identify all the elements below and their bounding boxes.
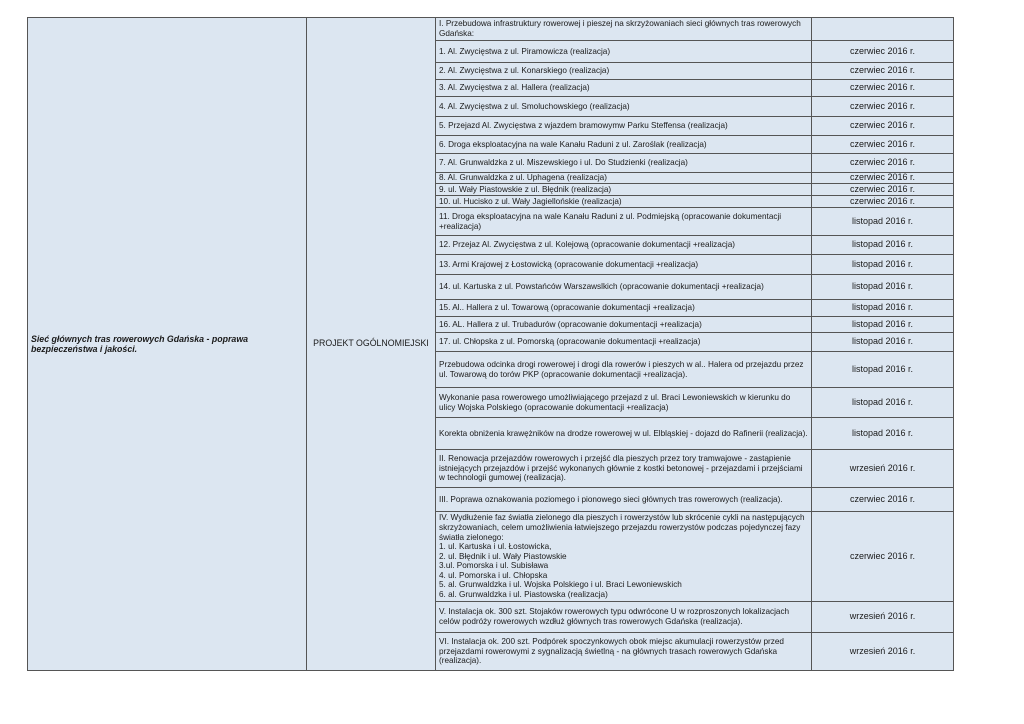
- task-description-cell: IV. Wydłużenie faz światła zielonego dla pieszych i rowerzystów lub skrócenie cykli na następujących skrzyżowaniach, celem umożliwienia łatwiejszego przejazdu rowerzystów podczas pojedynczej fazy światła zielonego: 1. ul. Kartuska i ul. Łostowicka, 2. ul. Błędnik i ul. Wały Piastowskie 3.ul. Pomorska i ul. Subisława 4. ul. Pomorska i ul. Chłopska 5. al. Grunwaldzka i ul. Wojska Polskiego i ul. Braci Lewoniewskich 6. al. Grunwaldzka i ul. Piastowska (realizacja): [436, 512, 812, 602]
- completion-date-cell: czerwiec 2016 r.: [812, 80, 954, 97]
- completion-date-cell: czerwiec 2016 r.: [812, 97, 954, 117]
- task-description-cell: Przebudowa odcinka drogi rowerowej i drogi dla rowerów i pieszych w al.. Halera od przejazdu przez ul. Towarową do torów PKP (opracowanie dokumentacji +realizacja).: [436, 352, 812, 388]
- completion-date-cell: wrzesień 2016 r.: [812, 602, 954, 633]
- completion-date-cell: listopad 2016 r.: [812, 418, 954, 450]
- completion-date-cell: listopad 2016 r.: [812, 333, 954, 352]
- completion-date-cell: listopad 2016 r.: [812, 275, 954, 300]
- completion-date-cell: czerwiec 2016 r.: [812, 117, 954, 136]
- task-description-cell: VI. Instalacja ok. 200 szt. Podpórek spoczynkowych obok miejsc akumulacji rowerzystów przed przejazdami rowerowymi z sygnalizacją świetlną - na głównych trasach rowerowych Gdańska (realizacja).: [436, 633, 812, 671]
- task-description-cell: 1. Al. Zwycięstwa z ul. Piramowicza (realizacja): [436, 41, 812, 63]
- completion-date-cell: listopad 2016 r.: [812, 300, 954, 317]
- task-description-cell: 10. ul. Hucisko z ul. Wały Jagiellońskie (realizacja): [436, 196, 812, 208]
- task-description-cell: 5. Przejazd Al. Zwycięstwa z wjazdem bramowymw Parku Steffensa (realizacja): [436, 117, 812, 136]
- program-name-cell: Sieć głównych tras rowerowych Gdańska - poprawa bezpieczeństwa i jakości.: [28, 18, 307, 671]
- completion-date-cell: listopad 2016 r.: [812, 255, 954, 275]
- completion-date-cell: czerwiec 2016 r.: [812, 136, 954, 154]
- completion-date-cell: czerwiec 2016 r.: [812, 488, 954, 512]
- completion-date-cell: listopad 2016 r.: [812, 352, 954, 388]
- task-description-cell: II. Renowacja przejazdów rowerowych i przejść dla pieszych przez tory tramwajowe - zastąpienie istniejących przejazdów i przejść wykonanych głównie z kostki betonowej - przejazdami i przejściami w technologii gumowej (realizacja).: [436, 450, 812, 488]
- completion-date-cell: [812, 18, 954, 41]
- task-description-cell: Wykonanie pasa rowerowego umożliwiającego przejazd z ul. Braci Lewoniewskich w kierunku do ulicy Wojska Polskiego (opracowanie dokumentacji +realizacja): [436, 388, 812, 418]
- completion-date-cell: czerwiec 2016 r.: [812, 512, 954, 602]
- completion-date-cell: czerwiec 2016 r.: [812, 154, 954, 173]
- task-description-cell: 2. Al. Zwycięstwa z ul. Konarskiego (realizacja): [436, 63, 812, 80]
- completion-date-cell: czerwiec 2016 r.: [812, 184, 954, 196]
- task-description-cell: I. Przebudowa infrastruktury rowerowej i pieszej na skrzyżowaniach sieci głównych tras rowerowych Gdańska:: [436, 18, 812, 41]
- completion-date-cell: wrzesień 2016 r.: [812, 633, 954, 671]
- task-description-cell: V. Instalacja ok. 300 szt. Stojaków rowerowych typu odwrócone U w rozproszonych lokalizacjach celów podróży rowerowych wzdłuż głównych tras rowerowych Gdańska (realizacja).: [436, 602, 812, 633]
- task-description-cell: 11. Droga eksploatacyjna na wale Kanału Raduni z ul. Podmiejską (opracowanie dokumentacji +realizacja): [436, 208, 812, 236]
- task-description-cell: 12. Przejaz Al. Zwycięstwa z ul. Kolejową (opracowanie dokumentacji +realizacja): [436, 236, 812, 255]
- project-type-cell: PROJEKT OGÓLNOMIEJSKI: [307, 18, 436, 671]
- table-body: [28, 18, 954, 671]
- task-description-cell: 17. ul. Chłopska z ul. Pomorską (opracowanie dokumentacji +realizacja): [436, 333, 812, 352]
- task-description-cell: 7. Al. Grunwaldzka z ul. Miszewskiego i ul. Do Studzienki (realizacja): [436, 154, 812, 173]
- task-description-cell: Korekta obniżenia krawężników na drodze rowerowej w ul. Elbląskiej - dojazd do Rafinerii (realizacja).: [436, 418, 812, 450]
- task-description-cell: 14. ul. Kartuska z ul. Powstańców Warszawslkich (opracowanie dokumentacji +realizacja): [436, 275, 812, 300]
- completion-date-cell: listopad 2016 r.: [812, 317, 954, 333]
- completion-date-cell: czerwiec 2016 r.: [812, 196, 954, 208]
- completion-date-cell: listopad 2016 r.: [812, 208, 954, 236]
- task-description-cell: 6. Droga eksploatacyjna na wale Kanału Raduni z ul. Zaroślak (realizacja): [436, 136, 812, 154]
- task-description-cell: 3. Al. Zwycięstwa z al. Hallera (realizacja): [436, 80, 812, 97]
- task-description-cell: 16. AL. Hallera z ul. Trubadurów (opracowanie dokumentacji +realizacja): [436, 317, 812, 333]
- task-description-cell: 8. Al. Grunwaldzka z ul. Uphagena (realizacja): [436, 173, 812, 184]
- completion-date-cell: czerwiec 2016 r.: [812, 63, 954, 80]
- completion-date-cell: czerwiec 2016 r.: [812, 41, 954, 63]
- task-description-cell: 13. Armi Krajowej z Łostowicką (opracowanie dokumentacji +realizacja): [436, 255, 812, 275]
- task-description-cell: III. Poprawa oznakowania poziomego i pionowego sieci głównych tras rowerowych (realizacja).: [436, 488, 812, 512]
- completion-date-cell: listopad 2016 r.: [812, 236, 954, 255]
- program-table: [27, 17, 954, 671]
- completion-date-cell: czerwiec 2016 r.: [812, 173, 954, 184]
- task-description-cell: 9. ul. Wały Piastowskie z ul. Błędnik (realizacja): [436, 184, 812, 196]
- completion-date-cell: listopad 2016 r.: [812, 388, 954, 418]
- table-row: [28, 18, 954, 41]
- completion-date-cell: wrzesień 2016 r.: [812, 450, 954, 488]
- task-description-cell: 4. Al. Zwycięstwa z ul. Smoluchowskiego (realizacja): [436, 97, 812, 117]
- task-description-cell: 15. Al.. Hallera z ul. Towarową (opracowanie dokumentacji +realizacja): [436, 300, 812, 317]
